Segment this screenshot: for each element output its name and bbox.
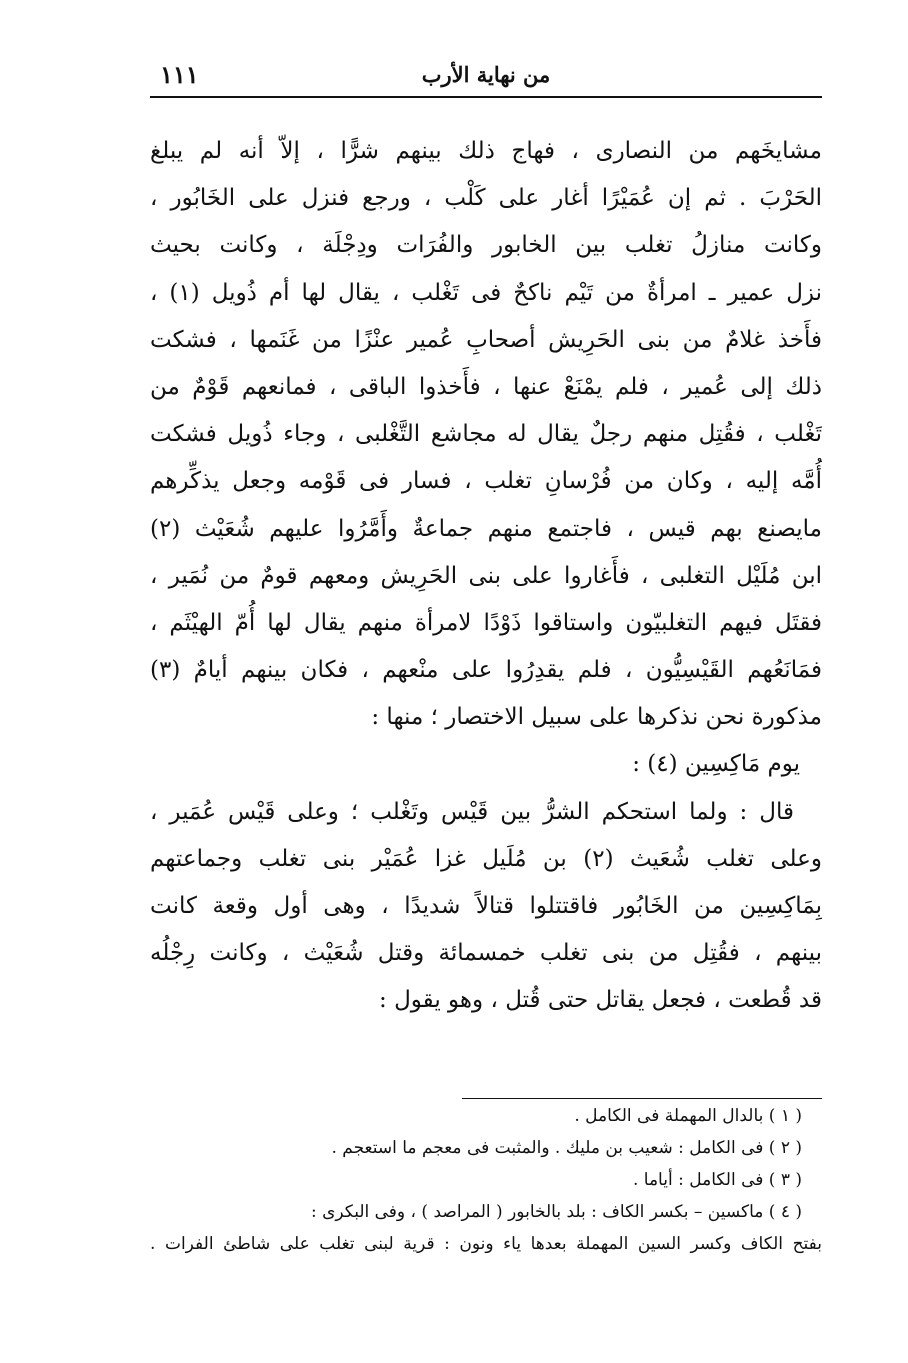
footnote-continuation: بفتح الكاف وكسر السين المهملة بعدها ياء ونون : قرية لبنى تغلب على شاطئ الفرات . bbox=[150, 1234, 822, 1254]
text-line: قد قُطعت ، فجعل يقاتل حتى قُتل ، وهو يقول : bbox=[379, 987, 822, 1014]
page-number: ١١١ bbox=[160, 60, 199, 89]
text-line: فقتَل فيهم التغلبيّون واستاقوا ذَوْدًا لامرأة منهم يقال لها أُمّ الهيْثَم ، bbox=[150, 609, 822, 636]
footnote-rule bbox=[462, 1098, 822, 1099]
text-line: بينهم ، فقُتِل من بنى تغلب خمسمائة وقتل شُعَيْث ، وكانت رِجْلُه bbox=[150, 940, 822, 967]
main-text bbox=[150, 128, 822, 1025]
text-line: مذكورة نحن نذكرها على سبيل الاختصار ؛ منها : bbox=[371, 704, 822, 731]
text-line: وعلى تغلب شُعَيث (٢) بن مُلَيل غزا عُمَيْر بنى تغلب وجماعتهم bbox=[150, 845, 822, 872]
text-line: تَغْلب ، فقُتِل منهم رجلٌ يقال له مجاشع التَّغْلبى ، وجاء ذُويل فشكت bbox=[150, 421, 822, 448]
running-title: من نهاية الأرب bbox=[421, 62, 551, 87]
footnote: ( ١ ) بالدال المهملة فى الكامل . bbox=[574, 1106, 802, 1126]
text-line: فمَانَعُهم القَيْسِيُّون ، فلم يقدِرُوا على منْعهم ، فكان بينهم أيامٌ (٣) bbox=[150, 657, 822, 684]
page-header bbox=[150, 52, 822, 98]
text-line: فأَخذ غلامٌ من بنى الحَرِيش أصحابِ عُمير عنْزًا من غَنَمها ، فشكت bbox=[150, 326, 822, 353]
footnote: ( ٢ ) فى الكامل : شعيب بن مليك . والمثبت فى معجم ما استعجم . bbox=[331, 1138, 802, 1158]
text-line: ذلك إلى عُمير ، فلم يمْنَعْ عنها ، فأَخذوا الباقى ، فمانعهم قَوْمٌ من bbox=[150, 373, 822, 400]
section-heading: يوم مَاكِسِين (٤) : bbox=[632, 751, 800, 778]
text-line: مايصنع بهم قيس ، فاجتمع منهم جماعةٌ وأَمَّرُوا عليهم شُعَيْث (٢) bbox=[150, 515, 822, 542]
text-line: مشايخَهم من النصارى ، فهاج ذلك بينهم شرًّا ، إلاّ أنه لم يبلغ bbox=[150, 138, 822, 164]
text-line: أُمَّه إليه ، وكان من فُرْسانِ تغلب ، فسار فى قَوْمه وجعل يذكِّرهم bbox=[150, 468, 822, 495]
text-line: نزل عمير ـ امرأةٌ من تَيْم ناكحٌ فى تَغْلب ، يقال لها أم ذُويل (١) ، bbox=[150, 279, 822, 306]
footnote: ( ٣ ) فى الكامل : أياما . bbox=[632, 1170, 802, 1190]
text-line: ابن مُلَيْل التغلبى ، فأَغاروا على بنى الحَرِيش ومعهم قومٌ من نُمَير ، bbox=[150, 562, 822, 589]
text-line: قال : ولما استحكم الشرُّ بين قَيْس وتَغْلب ؛ وعلى قَيْس عُمَير ، bbox=[150, 798, 794, 825]
footnote: ( ٤ ) ماكسين – بكسر الكاف : بلد بالخابور ( المراصد ) ، وفى البكرى : bbox=[310, 1202, 802, 1222]
footnotes bbox=[150, 1100, 822, 1260]
text-line: وكانت منازلُ تغلب بين الخابور والفُرَات ودِجْلَة ، وكانت بحيث bbox=[150, 232, 822, 259]
text-line: الحَرْبَ . ثم إن عُمَيْرًا أغار على كَلْب ، ورجع فنزل على الخَابُور ، bbox=[150, 185, 822, 212]
text-line: بِمَاكِسِين من الخَابُور فاقتتلوا قتالاً شديدًا ، وهى أول وقعة كانت bbox=[150, 893, 822, 919]
